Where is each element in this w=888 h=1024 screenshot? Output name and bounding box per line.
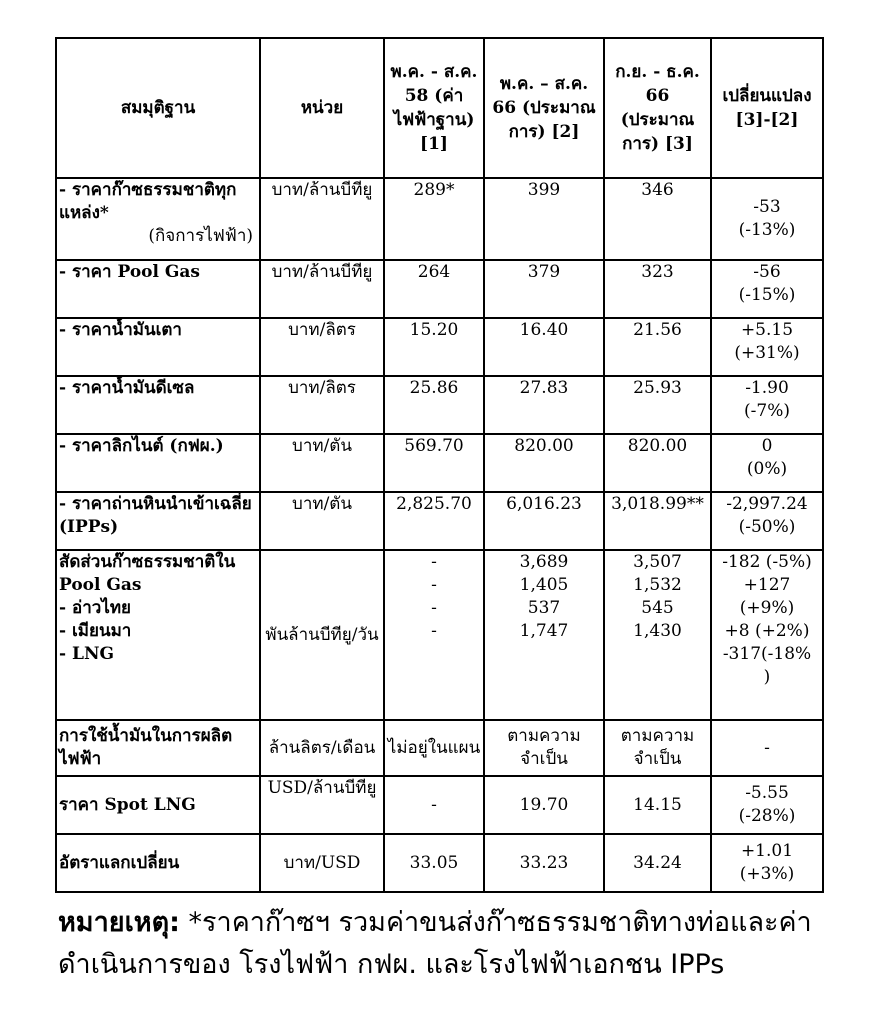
gas-share-label-cell — [56, 550, 260, 720]
row-c2: 6,016.23 — [484, 492, 604, 550]
gas-item-label: LNG — [71, 644, 114, 664]
gas-share-label: สัดส่วนก๊าซธรรมชาติใน Pool Gas — [59, 552, 236, 595]
cell-value: -182 (-5%) — [722, 552, 812, 572]
row-unit: บาท/ล้านบีทียู — [260, 260, 384, 318]
cell-value: 3,689 — [519, 552, 569, 572]
cell-value: 1,532 — [633, 575, 682, 595]
change-value: -5.55 — [745, 783, 789, 803]
assumption-table — [55, 37, 824, 893]
change-percent: (+31%) — [734, 343, 800, 363]
cell-value: 1,430 — [633, 621, 682, 641]
change-value: -53 — [753, 197, 781, 217]
spot-lng-change — [711, 776, 823, 834]
gas-item: - เมียนมา — [59, 621, 132, 641]
gas-share-c1 — [384, 550, 484, 720]
change-percent: (-28%) — [738, 806, 796, 826]
spot-lng-unit: USD/ล้านบีทียู — [260, 776, 384, 834]
change-percent: (0%) — [746, 459, 788, 479]
change-value: +5.15 — [740, 320, 794, 340]
fx-label: อัตราแลกเปลี่ยน — [56, 834, 260, 892]
oil-use-unit: ล้านลิตร/เดือน — [260, 720, 384, 776]
change-value: +1.01 — [740, 841, 794, 861]
fx-row — [56, 834, 823, 892]
fx-change — [711, 834, 823, 892]
row-change — [711, 178, 823, 260]
gas-item: - อ่าวไทย — [59, 598, 132, 618]
cell-value: - — [431, 552, 437, 572]
oil-use-c1: ไม่อยู่ในแผน — [384, 720, 484, 776]
row-change — [711, 492, 823, 550]
footnote-text: *ราคาก๊าซฯ รวมค่าขนส่งก๊าซธรรมชาติทางท่อและค่าดำเนินการของ โรงไฟฟ้า กฟผ. และโรงไฟฟ้าเอกชน IPPs — [58, 907, 812, 980]
row-change — [711, 376, 823, 434]
oil-use-label: การใช้น้ำมันในการผลิตไฟฟ้า — [56, 720, 260, 776]
row-label: - ราคาลิกไนต์ (กฟผ.) — [56, 434, 260, 492]
header-base-period: พ.ค. - ส.ค. 58 (ค่าไฟฟ้าฐาน) [1] — [384, 38, 484, 178]
row-c2: 820.00 — [484, 434, 604, 492]
cell-value: +8 (+2%) — [724, 621, 810, 641]
gas-item-label: เมียนมา — [71, 621, 132, 641]
header-change: เปลี่ยนแปลง [3]-[2] — [711, 38, 823, 178]
row-c1: 2,825.70 — [384, 492, 484, 550]
header-assumption: สมมุติฐาน — [56, 38, 260, 178]
cell-value: 3,507 — [633, 552, 682, 572]
row-c3: 21.56 — [604, 318, 711, 376]
cell-value: - — [431, 598, 437, 618]
gas-item: - LNG — [59, 644, 114, 664]
oil-use-c2: ตามความจำเป็น — [484, 720, 604, 776]
spot-lng-c1: - — [384, 776, 484, 834]
change-value: -1.90 — [745, 378, 789, 398]
row-label: - ราคา Pool Gas — [56, 260, 260, 318]
row-change — [711, 434, 823, 492]
row-c1: 25.86 — [384, 376, 484, 434]
fx-c2: 33.23 — [484, 834, 604, 892]
footnote-prefix: หมายเหตุ: — [58, 907, 180, 938]
header-unit: หน่วย — [260, 38, 384, 178]
gas-share-change — [711, 550, 823, 720]
row-label-text: - ราคาก๊าซธรรมชาติทุกแหล่ง* — [59, 180, 237, 223]
row-label: - ราคาถ่านหินนำเข้าเฉลี่ย (IPPs) — [56, 492, 260, 550]
table-row — [56, 434, 823, 492]
change-percent: (-13%) — [738, 220, 796, 240]
cell-value: - — [431, 621, 437, 641]
table-row — [56, 492, 823, 550]
cell-value: -317(-18% — [722, 644, 812, 664]
row-c2: 27.83 — [484, 376, 604, 434]
row-sublabel: (กิจการไฟฟ้า) — [148, 226, 253, 246]
row-unit: บาท/ลิตร — [260, 376, 384, 434]
change-percent: (+3%) — [739, 864, 795, 884]
cell-value: (+9%) — [739, 598, 795, 618]
table-row — [56, 260, 823, 318]
oil-use-change: - — [711, 720, 823, 776]
oil-use-c3: ตามความจำเป็น — [604, 720, 711, 776]
row-c1: 289* — [384, 178, 484, 260]
row-c3: 25.93 — [604, 376, 711, 434]
row-c1: 15.20 — [384, 318, 484, 376]
header-sep-dec-66: ก.ย. - ธ.ค. 66 (ประมาณการ) [3] — [604, 38, 711, 178]
oil-use-row — [56, 720, 823, 776]
change-percent: (-7%) — [744, 401, 790, 421]
row-c3: 346 — [604, 178, 711, 260]
row-change — [711, 260, 823, 318]
change-value: -2,997.24 — [726, 494, 808, 514]
cell-value: +127 — [743, 575, 791, 595]
row-unit: บาท/ตัน — [260, 492, 384, 550]
row-c2: 399 — [484, 178, 604, 260]
spot-lng-row — [56, 776, 823, 834]
row-label — [56, 178, 260, 260]
row-unit: บาท/ลิตร — [260, 318, 384, 376]
row-label: - ราคาน้ำมันเตา — [56, 318, 260, 376]
row-c2: 379 — [484, 260, 604, 318]
gas-item-label: อ่าวไทย — [71, 598, 132, 618]
change-value: -56 — [753, 262, 781, 282]
fx-unit: บาท/USD — [260, 834, 384, 892]
cell-value: 1,747 — [519, 621, 569, 641]
row-unit: บาท/ล้านบีทียู — [260, 178, 384, 260]
fx-c3: 34.24 — [604, 834, 711, 892]
row-c3: 820.00 — [604, 434, 711, 492]
spot-lng-c3: 14.15 — [604, 776, 711, 834]
cell-value: - — [431, 575, 437, 595]
spot-lng-label: ราคา Spot LNG — [56, 776, 260, 834]
cell-value: 545 — [641, 598, 674, 618]
table-row — [56, 318, 823, 376]
gas-share-row — [56, 550, 823, 720]
cell-value: 537 — [527, 598, 561, 618]
row-c3: 323 — [604, 260, 711, 318]
row-c1: 569.70 — [384, 434, 484, 492]
row-change — [711, 318, 823, 376]
cell-value: 1,405 — [519, 575, 569, 595]
table-header-row — [56, 38, 823, 178]
gas-share-c3 — [604, 550, 711, 720]
gas-share-c2 — [484, 550, 604, 720]
cell-value: ) — [763, 667, 771, 687]
table-row — [56, 376, 823, 434]
spot-lng-c2: 19.70 — [484, 776, 604, 834]
fx-c1: 33.05 — [384, 834, 484, 892]
row-c2: 16.40 — [484, 318, 604, 376]
gas-share-unit: พันล้านบีทียู/วัน — [260, 550, 384, 720]
row-label: - ราคาน้ำมันดีเซล — [56, 376, 260, 434]
row-unit: บาท/ตัน — [260, 434, 384, 492]
table-row — [56, 178, 823, 260]
change-percent: (-50%) — [738, 517, 796, 537]
change-percent: (-15%) — [738, 285, 796, 305]
row-c1: 264 — [384, 260, 484, 318]
footnote — [58, 902, 858, 986]
header-may-aug-66: พ.ค. – ส.ค. 66 (ประมาณการ) [2] — [484, 38, 604, 178]
change-value: 0 — [761, 436, 773, 456]
row-c3: 3,018.99** — [604, 492, 711, 550]
